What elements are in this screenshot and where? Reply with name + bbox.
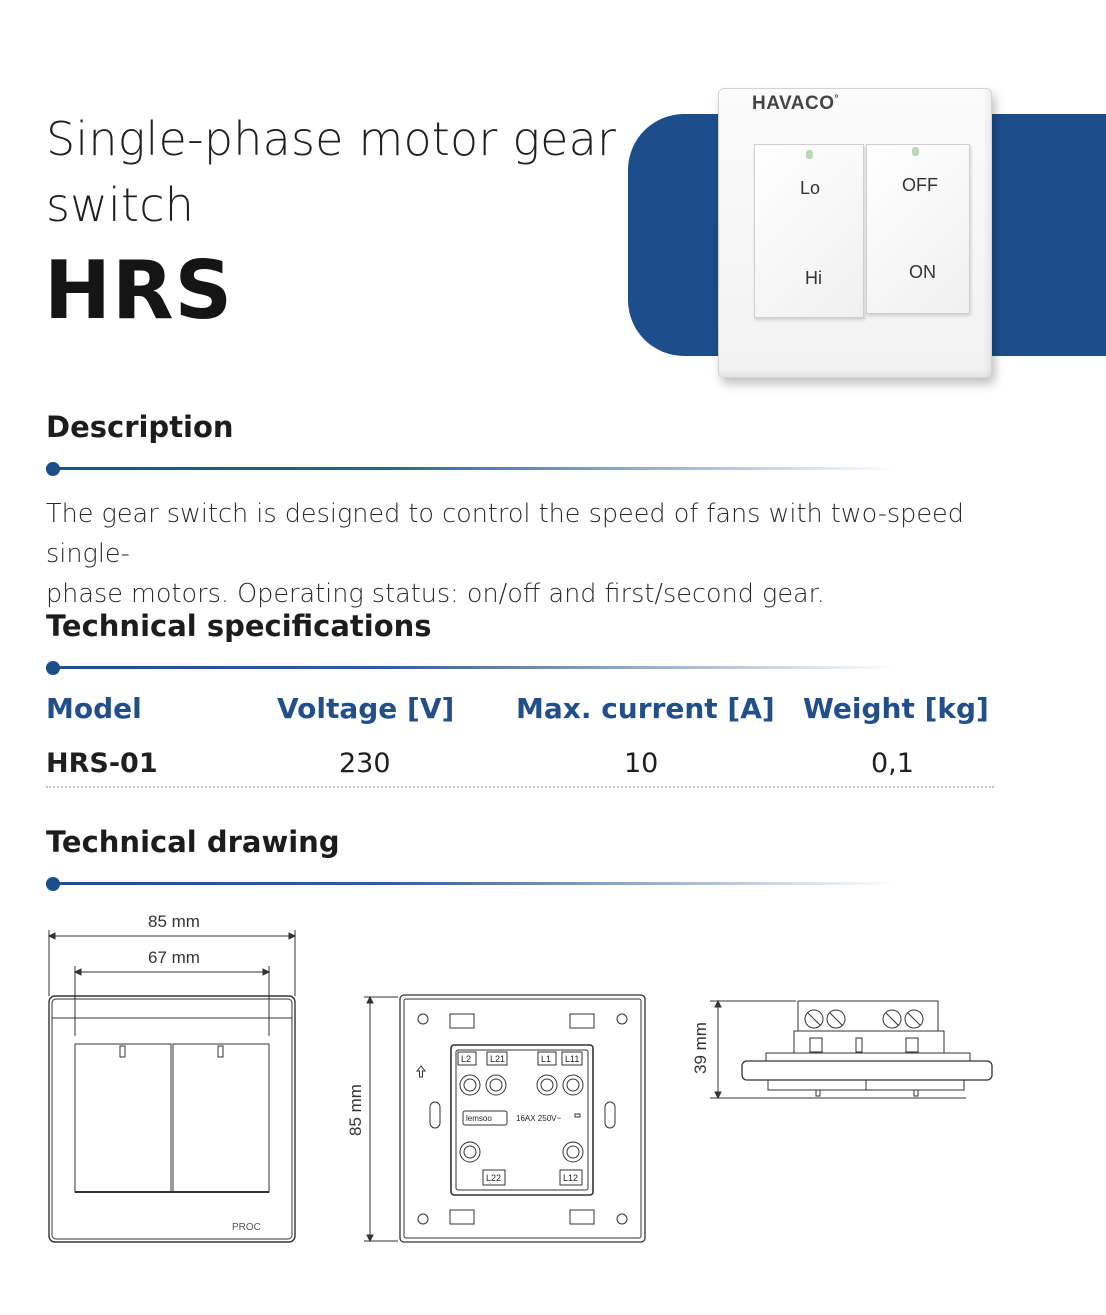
- specs-rule: [46, 666, 896, 669]
- description-line-2: phase motors. Operating status: on/off and first/second gear.: [46, 579, 825, 609]
- terminal-l2: L2: [461, 1054, 472, 1064]
- brand-logo: HAVACO°: [752, 93, 840, 114]
- spec-header-weight: Weight [kg]: [803, 692, 989, 725]
- indicator-led-right: [912, 147, 919, 156]
- rocker-label-on: ON: [909, 262, 936, 282]
- model-code: HRS: [44, 244, 234, 337]
- spec-header-voltage: Voltage [V]: [277, 692, 455, 725]
- rocker-label-lo: Lo: [800, 178, 821, 198]
- terminal-l22: L22: [486, 1173, 502, 1183]
- back-view-drawing: [360, 990, 660, 1250]
- spec-header-current: Max. current [A]: [516, 692, 775, 725]
- drawing-heading: Technical drawing: [46, 825, 340, 859]
- rocker-label-hi: Hi: [805, 268, 822, 288]
- front-view-drawing: [40, 928, 310, 1248]
- page-title-line-1: Single-phase motor gear: [46, 112, 617, 166]
- spec-cell-voltage: 230: [339, 748, 391, 779]
- dim-back-height: 85 mm: [346, 1084, 365, 1136]
- terminal-l11: L11: [565, 1054, 580, 1064]
- terminal-l21: L21: [490, 1054, 506, 1064]
- terminal-l12: L12: [563, 1173, 579, 1183]
- description-text: [46, 494, 1026, 614]
- specs-rule-dot: [46, 661, 60, 675]
- indicator-led-left: [806, 150, 813, 159]
- spec-cell-current: 10: [624, 748, 659, 779]
- dim-depth: 39 mm: [691, 1022, 710, 1074]
- rating-label: 16AX 250V~: [516, 1114, 562, 1123]
- specs-heading: Technical specifications: [46, 609, 432, 643]
- side-view-drawing: [706, 990, 996, 1110]
- terminal-l1: L1: [541, 1054, 552, 1064]
- page-title-line-2: switch: [46, 178, 195, 232]
- rocker-left: [754, 144, 864, 318]
- dim-inner-width: 67 mm: [148, 948, 200, 967]
- dim-outer-width: 85 mm: [148, 912, 200, 931]
- description-line-1: The gear switch is designed to control the speed of fans with two-speed single-: [46, 499, 964, 569]
- description-heading: Description: [46, 410, 234, 444]
- drawing-rule: [46, 882, 896, 885]
- front-view-mark: PROC: [232, 1222, 261, 1233]
- spec-row-divider: [46, 786, 994, 788]
- maker-mark: lemsoo: [466, 1114, 492, 1123]
- spec-header-model: Model: [46, 692, 142, 725]
- rocker-right: [866, 144, 970, 314]
- spec-cell-model: HRS-01: [46, 748, 158, 779]
- description-rule: [46, 467, 896, 470]
- rocker-label-off: OFF: [902, 175, 938, 195]
- spec-cell-weight: 0,1: [871, 748, 914, 779]
- description-rule-dot: [46, 462, 60, 476]
- drawing-rule-dot: [46, 877, 60, 891]
